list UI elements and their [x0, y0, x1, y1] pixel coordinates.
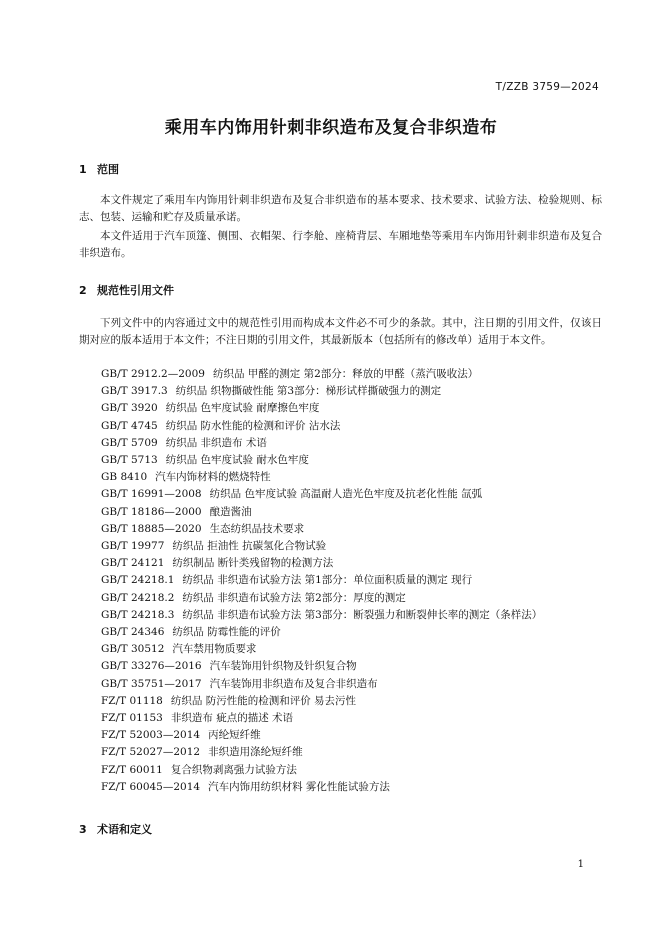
- page-number: 1: [577, 859, 584, 870]
- reference-item: [101, 555, 542, 572]
- reference-item: [101, 624, 542, 641]
- references-intro-paragraph: 下列文件中的内容通过文中的规范性引用而构成本文件必不可少的条款。其中，注日期的引用文件，仅该日期对应的版本适用于本文件；不注日期的引用文件，其最新版本（包括所有的修改单）适用于本文件。: [79, 317, 602, 346]
- reference-code: GB/T 24346: [101, 626, 165, 639]
- reference-code: GB/T 24218.1: [101, 574, 175, 587]
- reference-title: 汽车装饰用针织物及针织复合物: [209, 660, 357, 673]
- reference-item: [101, 452, 542, 469]
- section-heading-normative-references: [79, 282, 174, 298]
- section-heading-terms: [79, 821, 152, 837]
- section-title: 术语和定义: [97, 823, 152, 836]
- reference-code: FZ/T 60011: [101, 763, 163, 776]
- standard-number: T/ZZB 3759—2024: [495, 81, 599, 93]
- reference-title: 纺织品 甲醛的测定 第2部分：释放的甲醛（蒸汽吸收法）: [212, 368, 479, 380]
- reference-code: GB/T 3920: [101, 402, 158, 415]
- reference-list: [101, 366, 542, 796]
- reference-item: [101, 435, 542, 452]
- reference-code: GB/T 24121: [101, 557, 165, 570]
- reference-code: GB/T 16991—2008: [101, 488, 202, 501]
- reference-title: 纺织品 非织造布试验方法 第2部分：厚度的测定: [182, 591, 406, 604]
- reference-title: 汽车禁用物质要求: [172, 643, 257, 656]
- reference-code: FZ/T 52003—2014: [101, 729, 201, 742]
- document-title: 乘用车内饰用针刺非织造布及复合非织造布: [164, 118, 498, 138]
- reference-code: GB/T 3917.3: [101, 385, 168, 398]
- section-number: 1: [79, 163, 87, 176]
- reference-item: [101, 383, 542, 400]
- section-number: 2: [79, 284, 87, 297]
- reference-item: [101, 744, 542, 761]
- reference-code: FZ/T 01118: [101, 694, 163, 707]
- reference-item: [101, 727, 542, 744]
- reference-title: 汽车内饰用纺织材料 雾化性能试验方法: [208, 780, 390, 793]
- reference-item: [101, 400, 542, 417]
- section-number: 3: [79, 823, 87, 836]
- reference-code: GB/T 4745: [101, 419, 158, 432]
- section-title: 规范性引用文件: [97, 284, 174, 297]
- reference-title: 纺织品 织物撕破性能 第3部分：梯形试样撕破强力的测定: [175, 385, 442, 398]
- reference-item: [101, 693, 542, 710]
- section-heading-scope: [79, 161, 119, 177]
- reference-title: 纺织品 色牢度试验 耐水色牢度: [165, 454, 309, 467]
- reference-item: [101, 486, 542, 503]
- reference-item: [101, 607, 542, 624]
- reference-title: 汽车装饰用非织造布及复合非织造布: [209, 677, 378, 690]
- reference-code: GB/T 2912.2—2009: [101, 368, 205, 380]
- section-title: 范围: [97, 163, 119, 176]
- reference-item: [101, 469, 542, 486]
- reference-title: 纺织品 防霉性能的评价: [172, 626, 281, 639]
- reference-code: GB/T 30512: [101, 643, 165, 656]
- reference-item: [101, 676, 542, 693]
- scope-paragraph-1: 本文件规定了乘用车内饰用针刺非织造布及复合非织造布的基本要求、技术要求、试验方法、检验规则、标志、包装、运输和贮存及质量承诺。: [79, 194, 602, 223]
- reference-title: 生态纺织品技术要求: [209, 522, 305, 535]
- reference-title: 纺织品 拒油性 抗碳氢化合物试验: [172, 540, 327, 553]
- reference-item: [101, 504, 542, 521]
- reference-item: [101, 641, 542, 658]
- reference-item: [101, 366, 542, 383]
- reference-code: GB/T 5713: [101, 454, 158, 467]
- reference-code: GB/T 19977: [101, 540, 165, 553]
- reference-item: [101, 521, 542, 538]
- reference-code: FZ/T 60045—2014: [101, 780, 201, 793]
- reference-title: 纺织制品 断针类残留物的检测方法: [172, 557, 334, 570]
- reference-title: 汽车内饰材料的燃烧特性: [155, 471, 271, 484]
- reference-code: GB 8410: [101, 471, 148, 484]
- reference-code: GB/T 24218.3: [101, 608, 175, 621]
- reference-item: [101, 779, 542, 796]
- reference-title: 纺织品 非织造布试验方法 第3部分：断裂强力和断裂伸长率的测定（条样法）: [182, 608, 543, 621]
- reference-item: [101, 538, 542, 555]
- reference-item: [101, 762, 542, 779]
- reference-code: GB/T 33276—2016: [101, 660, 202, 673]
- reference-title: 非织造布 疵点的描述 术语: [170, 712, 294, 725]
- reference-item: [101, 572, 542, 589]
- reference-code: GB/T 5709: [101, 436, 158, 449]
- reference-title: 纺织品 色牢度试验 高温耐人造光色牢度及抗老化性能 氙弧: [209, 488, 483, 501]
- reference-title: 纺织品 色牢度试验 耐摩擦色牢度: [165, 402, 320, 415]
- reference-title: 复合织物剥离强力试验方法: [170, 763, 297, 776]
- reference-code: GB/T 35751—2017: [101, 677, 202, 690]
- reference-title: 纺织品 非织造布 术语: [165, 436, 267, 449]
- reference-item: [101, 590, 542, 607]
- reference-title: 纺织品 防水性能的检测和评价 沾水法: [165, 419, 341, 432]
- reference-title: 丙纶短纤维: [208, 729, 261, 742]
- scope-paragraph-2: 本文件适用于汽车顶篷、侧围、衣帽架、行李舱、座椅背层、车厢地垫等乘用车内饰用针刺非织造布及复合非织造布。: [79, 230, 602, 259]
- reference-item: [101, 710, 542, 727]
- reference-title: 纺织品 防污性能的检测和评价 易去污性: [170, 694, 357, 707]
- reference-code: GB/T 24218.2: [101, 591, 175, 604]
- reference-code: GB/T 18885—2020: [101, 522, 202, 535]
- reference-code: GB/T 18186—2000: [101, 505, 202, 518]
- reference-title: 非织造用涤纶短纤维: [208, 746, 303, 759]
- reference-code: FZ/T 52027—2012: [101, 746, 201, 759]
- reference-code: FZ/T 01153: [101, 712, 163, 725]
- reference-title: 酿造酱油: [209, 505, 252, 518]
- reference-title: 纺织品 非织造布试验方法 第1部分：单位面积质量的测定 现行: [182, 574, 473, 587]
- reference-item: [101, 418, 542, 435]
- reference-item: [101, 658, 542, 675]
